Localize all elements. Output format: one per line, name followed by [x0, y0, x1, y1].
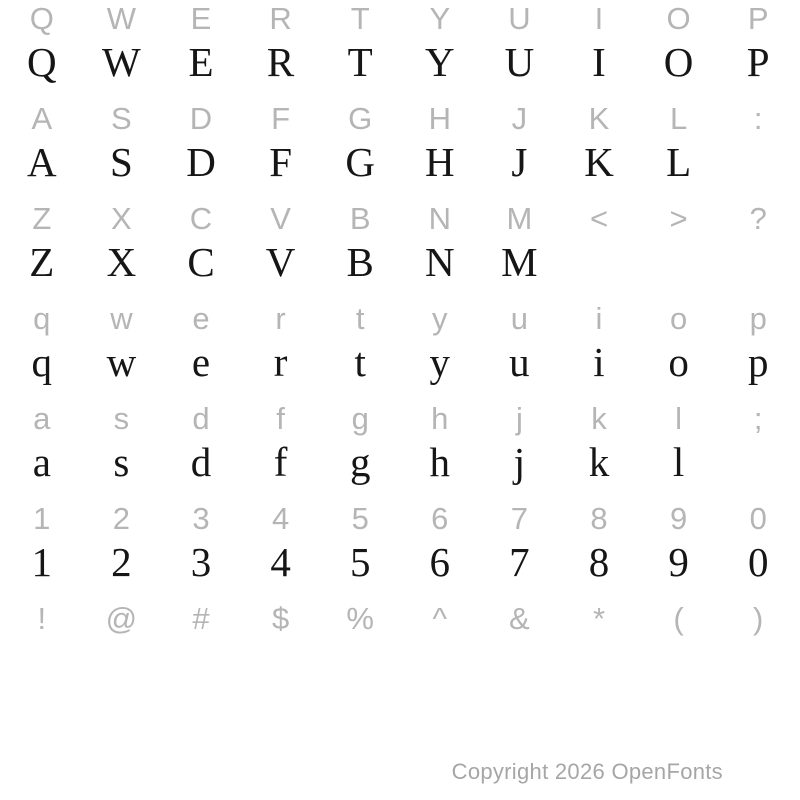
specimen-char: Y: [424, 39, 455, 85]
specimen-char: N: [424, 239, 455, 285]
key-char: I: [594, 0, 604, 36]
key-char: P: [747, 0, 769, 36]
key-char: @: [105, 600, 138, 636]
key-char: p: [749, 300, 767, 336]
specimen-char: t: [354, 339, 366, 385]
key-row: [2, 500, 798, 536]
key-row: [2, 600, 798, 636]
glyph-row-pair-lowercase-home-row: [2, 400, 798, 500]
key-row: [2, 0, 798, 36]
specimen-char: A: [26, 139, 57, 185]
specimen-char: X: [106, 239, 137, 285]
key-char: u: [510, 300, 529, 336]
key-char: %: [346, 600, 374, 636]
key-char: t: [355, 300, 365, 336]
glyph-row: [2, 636, 798, 689]
specimen-char: s: [113, 439, 130, 485]
glyph-row-pair-uppercase-bottom-row: [2, 200, 798, 300]
specimen-char: p: [747, 339, 769, 385]
key-char: 4: [271, 500, 290, 536]
key-row: [2, 300, 798, 336]
specimen-char: 0: [747, 539, 769, 585]
key-char: H: [428, 100, 451, 136]
specimen-char: 2: [111, 539, 132, 585]
key-char: d: [192, 400, 210, 436]
key-char: r: [275, 300, 286, 336]
key-char: F: [271, 100, 291, 136]
key-char: <: [589, 200, 609, 236]
specimen-char: g: [349, 439, 371, 485]
specimen-char: l: [672, 439, 685, 485]
key-char: g: [351, 400, 369, 436]
glyph-row: [2, 536, 798, 589]
specimen-char: a: [32, 439, 51, 485]
key-char: 6: [431, 500, 449, 536]
specimen-char: R: [266, 39, 295, 85]
glyph-row: [2, 336, 798, 389]
specimen-char: d: [190, 439, 212, 485]
key-char: M: [506, 200, 533, 236]
specimen-char: Z: [29, 239, 55, 285]
specimen-char: q: [31, 339, 53, 385]
key-char: h: [431, 400, 449, 436]
key-char: 2: [112, 500, 131, 536]
key-char: o: [669, 300, 688, 336]
key-char: A: [31, 100, 53, 136]
specimen-char: Q: [26, 39, 57, 85]
specimen-char: V: [265, 239, 296, 285]
key-char: V: [270, 200, 291, 236]
copyright-text: Copyright 2026 OpenFonts: [451, 759, 723, 784]
specimen-char: G: [345, 139, 375, 185]
specimen-char: 1: [31, 539, 53, 585]
key-char: 9: [669, 500, 688, 536]
specimen-char: K: [584, 139, 614, 185]
specimen-char: 4: [270, 539, 291, 585]
key-char: f: [276, 400, 285, 436]
key-char: Y: [429, 0, 451, 36]
key-char: Z: [32, 200, 52, 236]
key-char: (: [673, 600, 684, 636]
specimen-char: 3: [190, 539, 212, 585]
specimen-char: i: [593, 339, 605, 385]
key-char: N: [428, 200, 451, 236]
key-char: 7: [510, 500, 529, 536]
specimen-char: e: [191, 339, 211, 385]
specimen-char: 5: [349, 539, 371, 585]
key-row: [2, 400, 798, 436]
specimen-char: o: [668, 339, 689, 385]
glyph-row: [2, 236, 798, 289]
key-char: $: [271, 600, 290, 636]
key-char: 0: [749, 500, 767, 536]
specimen-char: P: [746, 39, 770, 85]
glyph-row-pair-symbols-row: [2, 600, 798, 700]
key-char: q: [33, 300, 51, 336]
specimen-char: H: [424, 139, 455, 185]
key-char: #: [192, 600, 210, 636]
specimen-char: S: [109, 139, 133, 185]
specimen-char: 6: [429, 539, 451, 585]
key-char: *: [592, 600, 606, 636]
key-char: L: [669, 100, 688, 136]
key-char: a: [33, 400, 51, 436]
key-char: ^: [432, 600, 448, 636]
glyph-row-pair-lowercase-top-row: [2, 300, 798, 400]
key-char: l: [675, 400, 683, 436]
specimen-char: I: [592, 39, 606, 85]
specimen-char: f: [273, 439, 288, 485]
glyph-row-pair-digits-row: [2, 500, 798, 600]
key-char: X: [111, 200, 132, 236]
specimen-char: D: [186, 139, 216, 185]
key-char: j: [515, 400, 523, 436]
key-char: w: [110, 300, 133, 336]
key-char: Q: [29, 0, 54, 36]
key-char: i: [595, 300, 603, 336]
key-char: R: [269, 0, 292, 36]
key-char: ): [753, 600, 764, 636]
key-char: 8: [590, 500, 608, 536]
key-char: e: [192, 300, 210, 336]
glyph-grid: [2, 0, 798, 700]
key-char: ?: [749, 200, 767, 236]
key-char: U: [508, 0, 531, 36]
glyph-row: [2, 436, 798, 489]
glyph-row: [2, 36, 798, 89]
specimen-char: M: [501, 239, 538, 285]
specimen-char: u: [509, 339, 530, 385]
key-char: y: [432, 300, 448, 336]
specimen-char: T: [347, 39, 373, 85]
specimen-char: U: [504, 39, 535, 85]
specimen-char: F: [269, 139, 292, 185]
key-char: E: [190, 0, 212, 36]
specimen-char: w: [106, 339, 137, 385]
specimen-char: L: [666, 139, 692, 185]
key-char: >: [669, 200, 688, 236]
specimen-char: k: [588, 439, 610, 485]
key-char: W: [106, 0, 137, 36]
key-char: B: [349, 200, 371, 236]
key-char: 5: [351, 500, 369, 536]
specimen-char: W: [102, 39, 141, 85]
key-char: D: [189, 100, 213, 136]
key-char: C: [189, 200, 213, 236]
key-row: [2, 200, 798, 236]
specimen-char: J: [511, 139, 528, 185]
key-char: !: [37, 600, 47, 636]
key-char: 3: [192, 500, 210, 536]
key-char: s: [113, 400, 130, 436]
key-row: [2, 100, 798, 136]
key-char: T: [350, 0, 370, 36]
specimen-char: r: [273, 339, 288, 385]
glyph-row: [2, 136, 798, 189]
specimen-char: h: [429, 439, 451, 485]
key-char: J: [511, 100, 528, 136]
glyph-row-pair-uppercase-home-row: [2, 100, 798, 200]
specimen-char: 8: [588, 539, 610, 585]
specimen-char: j: [513, 439, 526, 485]
specimen-char: O: [663, 39, 694, 85]
key-char: O: [666, 0, 691, 36]
key-char: 1: [33, 500, 51, 536]
specimen-char: B: [346, 239, 374, 285]
specimen-char: 7: [509, 539, 530, 585]
specimen-char: E: [188, 39, 214, 85]
key-char: :: [753, 100, 763, 136]
key-char: &: [509, 600, 530, 636]
key-char: G: [348, 100, 373, 136]
key-char: S: [111, 100, 132, 136]
key-char: K: [588, 100, 610, 136]
key-char: k: [591, 400, 607, 436]
specimen-char: y: [429, 339, 451, 385]
glyph-row-pair-uppercase-top-row: [2, 0, 798, 100]
key-char: ;: [753, 400, 763, 436]
specimen-char: C: [187, 239, 215, 285]
specimen-char: 9: [668, 539, 689, 585]
